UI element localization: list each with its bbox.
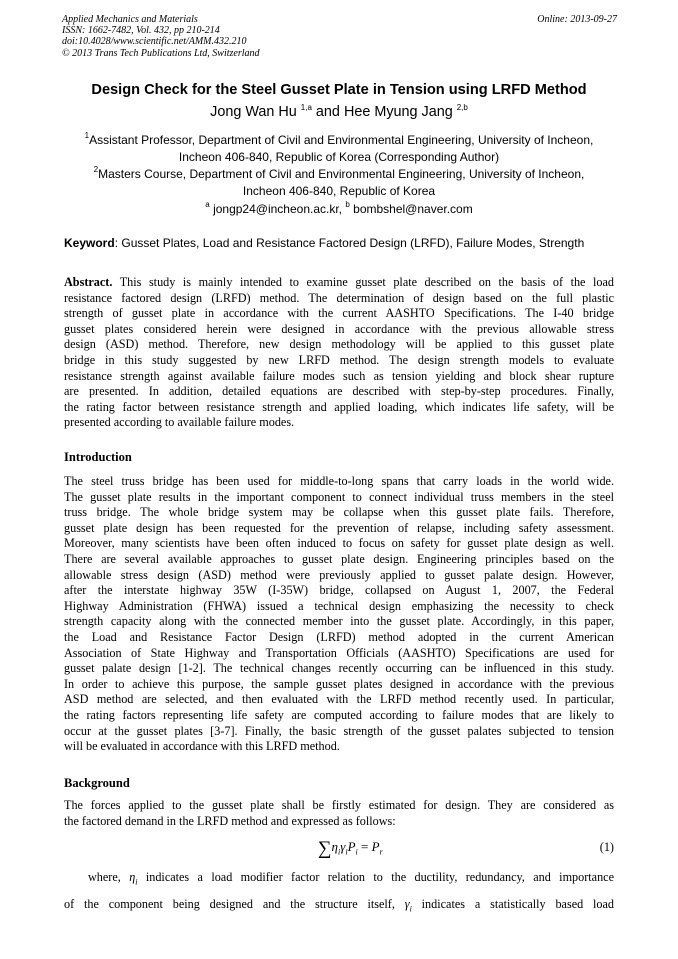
body-line: gusset plate design has been requested for the prevention of relapse, including safety assessment.	[64, 520, 614, 535]
keywords	[64, 236, 624, 250]
sum-symbol: ∑	[318, 838, 332, 859]
body-line: Moreover, many scientists have been often induced to focus on safety for gusset plate design as well.	[64, 536, 614, 551]
journal-name: Applied Mechanics and Materials	[62, 14, 198, 25]
author-superscript: 2,b	[456, 103, 468, 112]
subscript: i	[135, 877, 138, 887]
body-line: The steel truss bridge has been used for middle-to-long spans that carry loads in the world wide.	[64, 474, 614, 488]
affiliation-text: Incheon 406-840, Republic of Korea	[242, 184, 436, 198]
subscript: i	[338, 847, 341, 857]
resistance-symbol: P	[371, 839, 380, 854]
subscript: i	[355, 847, 358, 857]
abstract-line: are presented. In addition, detailed equations are described with step-by-step procedures. Finally,	[64, 384, 614, 399]
equation-number: (1)	[599, 840, 614, 854]
subscript: i	[409, 904, 412, 914]
keywords-text: : Gusset Plates, Load and Resistance Factored Design (LRFD), Failure Modes, Strength	[114, 236, 585, 250]
abstract-line: presented according to available failure modes.	[64, 415, 295, 430]
eta-symbol: η	[331, 839, 338, 854]
affiliation-number: 1	[84, 131, 90, 140]
email-line	[40, 202, 638, 216]
abstract-line: bridge in this study suggested by new LRFD method. The design strength models to evaluate	[64, 352, 614, 367]
body-line: the factored demand in the LRFD method and expressed as follows:	[64, 813, 396, 828]
running-header	[62, 14, 617, 59]
affiliation-text: Masters Course, Department of Civil and Environmental Engineering, University of Incheon,	[98, 167, 585, 181]
load-symbol: P	[347, 839, 356, 854]
body-line: will be evaluated in accordance with this LRFD method.	[64, 739, 340, 754]
paper-title: Design Check for the Steel Gusset Plate in Tension using LRFD Method	[91, 82, 587, 98]
body-line: Highway Administration (FHWA) issued a technical design emphasizing the necessity to check	[64, 598, 614, 613]
body-line: allowable stress design (ASD) method were previously applied to gusset palate design. However,	[64, 567, 614, 582]
author-line	[40, 104, 638, 120]
introduction-body	[64, 474, 614, 755]
abstract-line: design (ASD) method. Therefore, new design methodology will be applied to this gusset plate	[64, 337, 614, 352]
body-line: The gusset plate results in the important component to connect individual truss members in the steel	[64, 489, 614, 504]
where-text: indicates a statistically based load	[421, 897, 615, 912]
abstract-line: strength of gusset plate in accordance with the current AASHTO Specifications. The I-40 bridge	[64, 306, 614, 321]
equals-sign: =	[357, 839, 372, 854]
keywords-label: Keyword	[64, 236, 115, 250]
copyright-line: © 2013 Trans Tech Publications Ltd, Switzerland	[62, 47, 260, 59]
body-line: truss bridge. The whole bridge system may be collapse when this gusset plate fails. Therefore,	[64, 505, 614, 520]
doi-line: doi:10.4028/www.scientific.net/AMM.432.210	[62, 36, 247, 48]
abstract-label: Abstract.	[64, 275, 113, 289]
body-line: occur at the gusset plates [3-7]. Finally, the basic strength of the gusset palates subjected to tension	[64, 723, 614, 738]
background-body	[64, 798, 614, 829]
abstract-line: resistance factored design (LRFD) method. The determination of design based on the full plastic	[64, 290, 614, 305]
email-address[interactable]: bombshel@naver.com	[353, 202, 473, 216]
subscript: i	[345, 847, 348, 857]
body-line: In order to achieve this purpose, the sample gusset plates designed in accordance with the previous	[64, 676, 614, 691]
email-address[interactable]: jongp24@incheon.ac.kr,	[213, 202, 342, 216]
email-marker: b	[345, 200, 350, 209]
gamma-symbol: γ	[340, 839, 346, 854]
section-heading-introduction: Introduction	[64, 450, 132, 464]
issn-line: ISSN: 1662-7482, Vol. 432, pp 210-214	[62, 25, 220, 37]
author-conjunction: and	[311, 104, 344, 120]
abstract-line: gusset plates considered herein were designed in accordance with the previous allowable stress	[64, 321, 614, 336]
where-clause	[64, 866, 614, 921]
body-line: after the interstate highway 35W (I-35W) bridge, collapsed on August 1, 2007, the Federal	[64, 583, 614, 598]
affiliation-number: 2	[93, 165, 99, 174]
subscript: r	[379, 847, 383, 857]
abstract	[64, 275, 614, 431]
email-marker: a	[205, 200, 210, 209]
body-line: There are several available approaches to gusset plate design. Engineering principles based on the	[64, 551, 614, 566]
abstract-line: This study is mainly intended to examine gusset plate described on the basis of the load	[112, 275, 614, 289]
body-line: The forces applied to the gusset plate shall be firstly estimated for design. They are considered as	[64, 798, 614, 812]
section-heading-background: Background	[64, 776, 130, 790]
where-text: of the component being designed and the structure itself,	[64, 897, 395, 912]
affiliation-2	[40, 166, 638, 200]
body-line: ASD method are selected, and then evaluated with the LRFD method recently used. In particular,	[64, 692, 614, 707]
affiliation-1	[40, 132, 638, 166]
affiliation-text: Assistant Professor, Department of Civil and Environmental Engineering, University of Incheon,	[89, 133, 594, 147]
body-line: the Load and Resistance Factor Design (LRFD) method adopted in the current American	[64, 629, 614, 644]
eta-symbol: η	[129, 870, 136, 884]
affiliation-text: Incheon 406-840, Republic of Korea (Corresponding Author)	[178, 150, 500, 164]
abstract-line: resistance strength against available failure modes such as tension yielding and block shear rupture	[64, 368, 614, 383]
author-superscript: 1,a	[300, 103, 312, 112]
online-date: Online: 2013-09-27	[537, 14, 617, 25]
abstract-line: the rating factor between resistance strength and applied loading, which indicates life safety, will be	[64, 399, 614, 414]
gamma-symbol: γ	[404, 897, 410, 912]
author-name: Jong Wan Hu	[210, 104, 297, 120]
where-text: indicates a load modifier factor relation to the ductility, redundancy, and importance	[145, 870, 614, 884]
equation-1	[318, 838, 383, 860]
body-line: gusset palate design [1-2]. The technical changes recently occurring can be influenced in this study.	[64, 661, 614, 676]
where-text: where,	[88, 870, 121, 884]
body-line: Association of State Highway and Transportation Officials (AASHTO) Specifications are used for	[64, 645, 614, 660]
body-line: the rating factors representing life safety are computed according to failure modes that are likely to	[64, 707, 614, 722]
author-name: Hee Myung Jang	[343, 104, 453, 120]
body-line: strength capacity along with the connected member into the gusset plate. Accordingly, in this paper,	[64, 614, 614, 629]
